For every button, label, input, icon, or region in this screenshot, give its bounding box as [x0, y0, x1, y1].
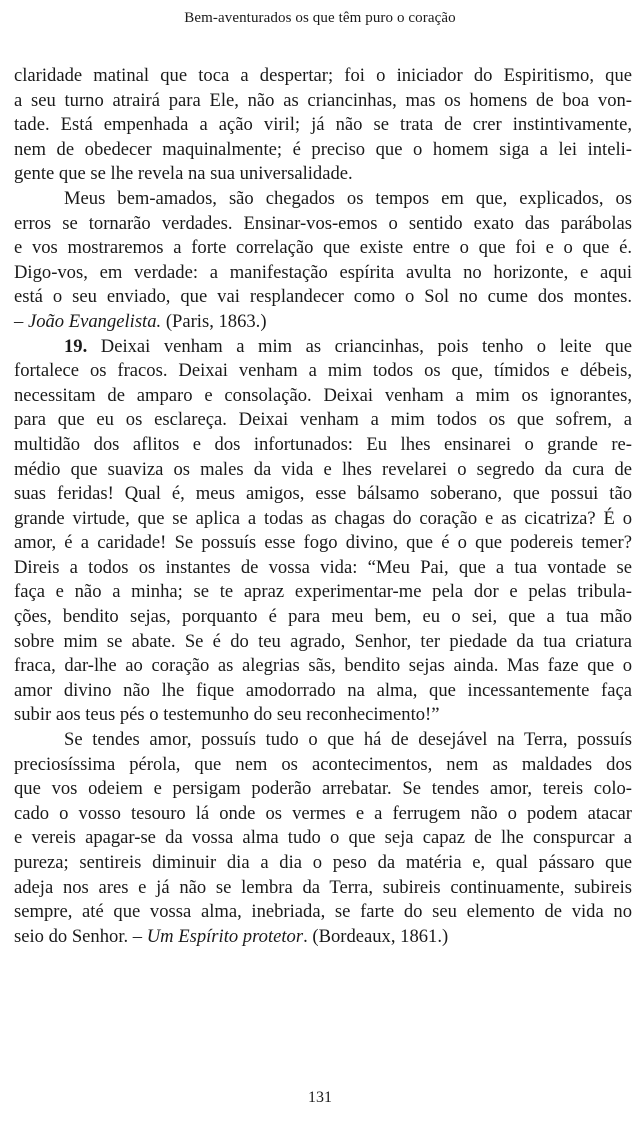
signature-line: [14, 310, 632, 335]
text-line: cado o vosso tesouro lá onde os vermes e a ferrugem não o podem atacar: [14, 802, 632, 824]
author-attribution: – João Evangelista.: [14, 310, 162, 332]
text-line: Direis a todos os instantes de vossa vida: “Meu Pai, que a tua vontade se: [14, 556, 632, 578]
text-line: erros se tornarão verdades. Ensinar-vos-emos o sentido exato das parábolas: [14, 212, 632, 234]
text-line: Se tendes amor, possuís tudo o que há de desejável na Terra, possuís: [64, 729, 632, 751]
text-line: e vos mostraremos a forte correlação que existe entre o que foi e o que é.: [14, 237, 632, 259]
place-date: . (Bordeaux, 1861.): [303, 925, 449, 947]
text-line: faça e não a minha; se te apraz experimentar-me pela dor e pelas tribula-: [14, 581, 632, 603]
item-number: 19.: [64, 335, 88, 357]
body-text: [14, 64, 632, 949]
text-line: pureza; sentireis diminuir dia a dia o peso da matéria e, qual pássaro que: [14, 852, 632, 873]
text-line: adeja nos ares e já não se lembra da Terra, subireis continuamente, subireis: [14, 876, 632, 898]
text-line: grande virtude, que se aplica a todas as chagas do coração e as cicatriza? É o: [14, 507, 632, 529]
text-line: sempre, até que vossa alma, inebriada, se farte do seu elemento de vida no: [14, 901, 632, 923]
author-attribution: Um Espírito protetor: [146, 925, 304, 947]
text-line: tade. Está empenhada a ação viril; já não se trata de crer instintivamente,: [14, 114, 632, 136]
text-line: amor divino não lhe fique amodorrado na alma, que incessantemente faça: [14, 679, 632, 701]
text-line: preciosíssima pérola, que nem os acontecimentos, nem as maldades dos: [14, 753, 632, 775]
running-head: Bem-aventurados os que têm puro o coração: [184, 10, 456, 26]
text-line: ções, bendito sejas, porquanto é para meu bem, eu o sei, que a tua mão: [14, 606, 632, 628]
text-line: Meus bem-amados, são chegados os tempos em que, explicados, os: [64, 187, 632, 209]
text-line: a seu turno atrairá para Ele, não as criancinhas, mas os homens de boa von-: [14, 89, 632, 111]
text-line: claridade matinal que toca a despertar; foi o iniciador do Espiritismo, que: [14, 65, 632, 86]
text-line: gente que se lhe revela na sua universalidade.: [14, 163, 353, 185]
text-line: fortalece os fracos. Deixai venham a mim todos os que, tímidos e débeis,: [14, 360, 632, 382]
text-line: multidão dos aflitos e dos infortunados: Eu lhes ensinarei o grande re-: [14, 433, 632, 455]
text-line: nem de obedecer maquinalmente; é preciso que o homem siga a lei inteli-: [14, 138, 632, 160]
text-line: amor, é a caridade! Se possuís esse fogo divino, que é o que podereis temer?: [14, 532, 632, 554]
text-line: e vereis apagar-se da vossa alma tudo o que seja capaz de lhe conspurcar a: [14, 827, 632, 849]
text-line: subir aos teus pés o testemunho do seu reconhecimento!”: [14, 704, 440, 726]
text-line: fraca, dar-lhe ao coração as alegrias sãs, bendito sejas ainda. Mas faze que o: [14, 655, 632, 677]
text-line: Digo-vos, em verdade: a manifestação espírita avulta no horizonte, e aqui: [14, 261, 632, 283]
text-line: médio que suaviza os males da vida e lhes revelarei o segredo da cura de: [14, 458, 632, 480]
text-line: necessitam de amparo e consolação. Deixai venham a mim os ignorantes,: [14, 384, 632, 406]
text-line: 19. Deixai venham a mim as criancinhas, pois tenho o leite que: [64, 335, 632, 357]
text-line: sobre mim se abate. Se é do teu agrado, Senhor, ter piedade da tua criatura: [14, 630, 632, 652]
place-date: (Paris, 1863.): [161, 310, 267, 332]
text-line: suas feridas! Qual é, meus amigos, esse bálsamo soberano, que possui tão: [14, 483, 632, 505]
signature-line: seio do Senhor. – Um Espírito protetor. (Bordeaux, 1861.): [14, 925, 449, 947]
text-line: está o seu enviado, que vai resplandecer como o Sol no cume dos montes.: [14, 286, 632, 308]
page-number: 131: [308, 1089, 332, 1106]
text-line: que vos odeiem e persigam poderão arrebatar. Se tendes amor, tereis colo-: [14, 778, 632, 800]
text-line: para que eu os esclareça. Deixai venham a mim todos os que sofrem, a: [14, 409, 632, 431]
